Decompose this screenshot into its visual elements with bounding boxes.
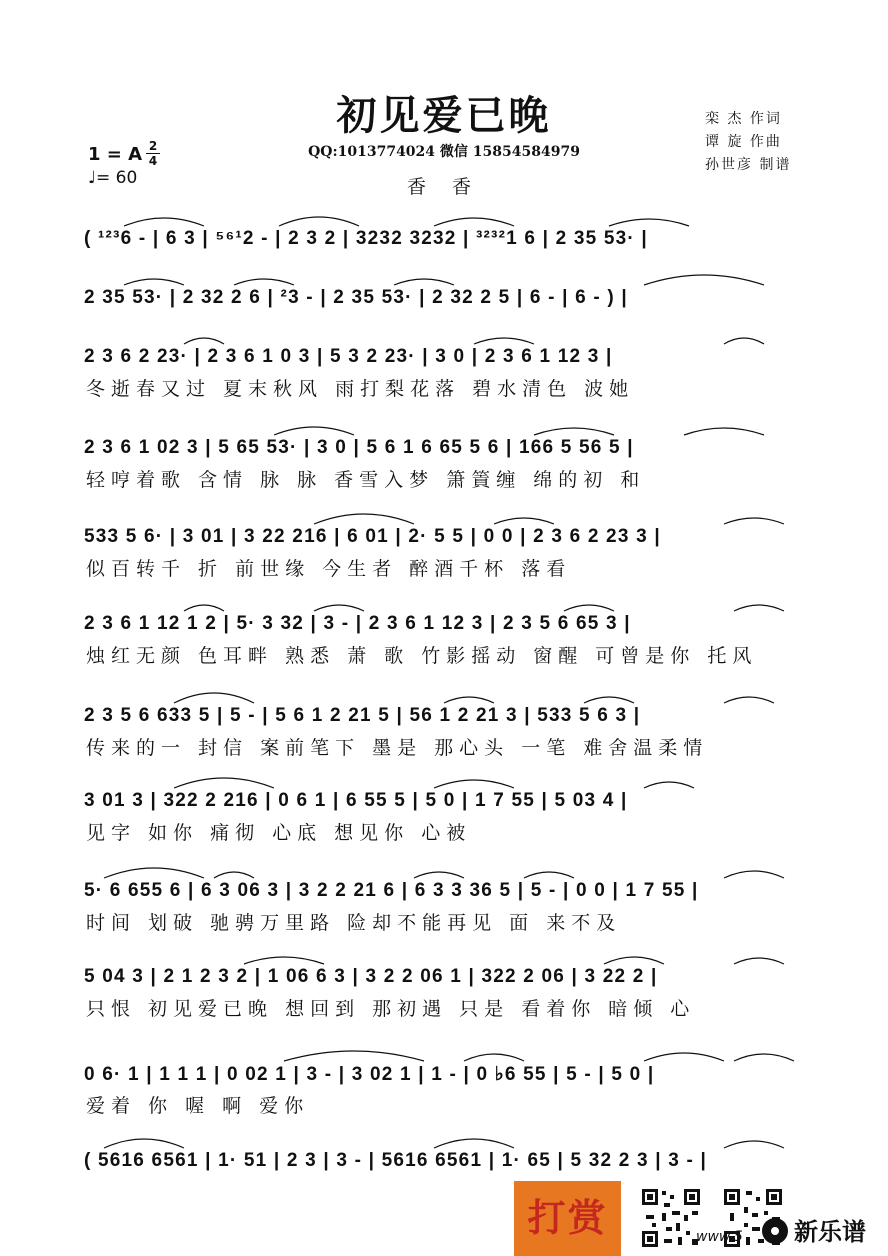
row-lyrics: 传来的一 封信 案前笔下 墨是 那心头 一笔 难舍温柔情 [86,737,709,759]
tempo-marking: ♩= 60 [88,168,138,188]
row-lyrics: 冬逝春又过 夏末秋风 雨打梨花落 碧水清色 波她 [86,378,635,400]
reward-button[interactable]: 打赏 [514,1181,621,1256]
row-notes: 2 3 5 6 633 5 | 5 - | 5 6 1 2 21 5 | 56 1 2 21 3 | 533 5 6 3 | [84,705,641,726]
score-row [84,613,804,665]
slur-arcs [84,768,796,792]
slur-arcs [84,944,796,968]
slur-arcs [84,1128,796,1152]
row-lyrics: 似百转千 折 前世缘 今生者 醉酒千杯 落看 [86,558,572,580]
row-notes: 2 3 6 1 02 3 | 5 65 53· | 3 0 | 5 6 1 6 65 5 6 | 166 5 56 5 | [84,437,634,458]
transcriber-credit: 孙世彦 制谱 [705,157,792,173]
singer-name: 香 香 [406,176,482,198]
score-row [84,790,804,842]
row-notes: ( 5616 6561 | 1· 51 | 2 3 | 3 - | 5616 6561 | 1· 65 | 5 32 2 3 | 3 - | [84,1150,707,1171]
slur-arcs [84,591,796,615]
row-notes: 533 5 6· | 3 01 | 3 22 216 | 6 01 | 2· 5 5 | 0 0 | 2 3 6 2 23 3 | [84,526,661,547]
time-signature [146,140,160,167]
row-lyrics: 时间 划破 驰骋万里路 险却不能再见 面 来不及 [86,912,622,934]
row-lyrics: 爱着 你 喔 啊 爱你 [86,1095,310,1117]
qr-code-image [640,1187,702,1249]
score-row [84,526,804,578]
score-row [84,966,804,1018]
row-notes: 2 35 53· | 2 32 2 6 | ²3 - | 2 35 53· | 2 32 2 5 | 6 - | 6 - ) | [84,287,628,308]
row-notes: 2 3 6 1 12 1 2 | 5· 3 32 | 3 - | 2 3 6 1 12 3 | 2 3 5 6 65 3 | [84,613,631,634]
slur-arcs [84,206,796,230]
slur-arcs [84,858,796,882]
time-signature-top: 2 [148,139,158,153]
time-signature-bottom: 4 [148,154,158,168]
record-logo-icon [762,1218,788,1244]
slur-arcs [84,415,796,439]
row-notes: 2 3 6 2 23· | 2 3 6 1 0 3 | 5 3 2 23· | 3 0 | 2 3 6 1 12 3 | [84,346,613,367]
slur-arcs [84,504,796,528]
row-notes: 5 04 3 | 2 1 2 3 2 | 1 06 6 3 | 3 2 2 06 1 | 322 2 06 | 3 22 2 | [84,966,658,987]
slur-arcs [84,1041,796,1065]
row-notes: 3 01 3 | 322 2 216 | 0 6 1 | 6 55 5 | 5 0 | 1 7 55 | 5 03 4 | [84,790,628,811]
key-signature: 1 = A [88,144,143,165]
score-row [84,1063,804,1115]
row-lyrics: 只恨 初见爱已晚 想回到 那初遇 只是 看着你 暗倾 心 [86,998,696,1020]
slur-arcs [84,683,796,707]
score-row [84,437,804,489]
row-lyrics: 烛红无颜 色耳畔 熟悉 萧 歌 竹影摇动 窗醒 可曾是你 托风 [86,645,758,667]
slur-arcs [84,265,796,289]
score-row [84,705,804,757]
row-notes: 5· 6 655 6 | 6 3 06 3 | 3 2 2 21 6 | 6 3 3 36 5 | 5 - | 0 0 | 1 7 55 | [84,880,699,901]
slur-arcs [84,324,796,348]
composer-credit: 谭 旋 作曲 [705,134,782,150]
row-lyrics: 见字 如你 痛彻 心底 想见你 心被 [86,822,472,844]
score-row [84,346,804,398]
lyricist-credit: 栾 杰 作词 [705,111,782,127]
row-lyrics: 轻哼着歌 含情 脉 脉 香雪入梦 箫篢缠 绵的初 和 [86,469,646,491]
site-url[interactable]: www.5 [696,1229,743,1245]
brand-name: 新乐谱 [794,1218,866,1246]
row-notes: 0 6· 1 | 1 1 1 | 0 02 1 | 3 - | 3 02 1 | 1 - | 0 ♭6 55 | 5 - | 5 0 | [84,1064,655,1085]
score-row [84,880,804,932]
row-notes: ( ¹²³6 - | 6 3 | ⁵⁶¹2 - | 2 3 2 | 3232 3232 | ³²³²1 6 | 2 35 53· | [84,228,648,249]
song-title: 初见爱已晚 [336,92,552,139]
contact-info: QQ:1013774024 微信 15854584979 [308,144,580,160]
